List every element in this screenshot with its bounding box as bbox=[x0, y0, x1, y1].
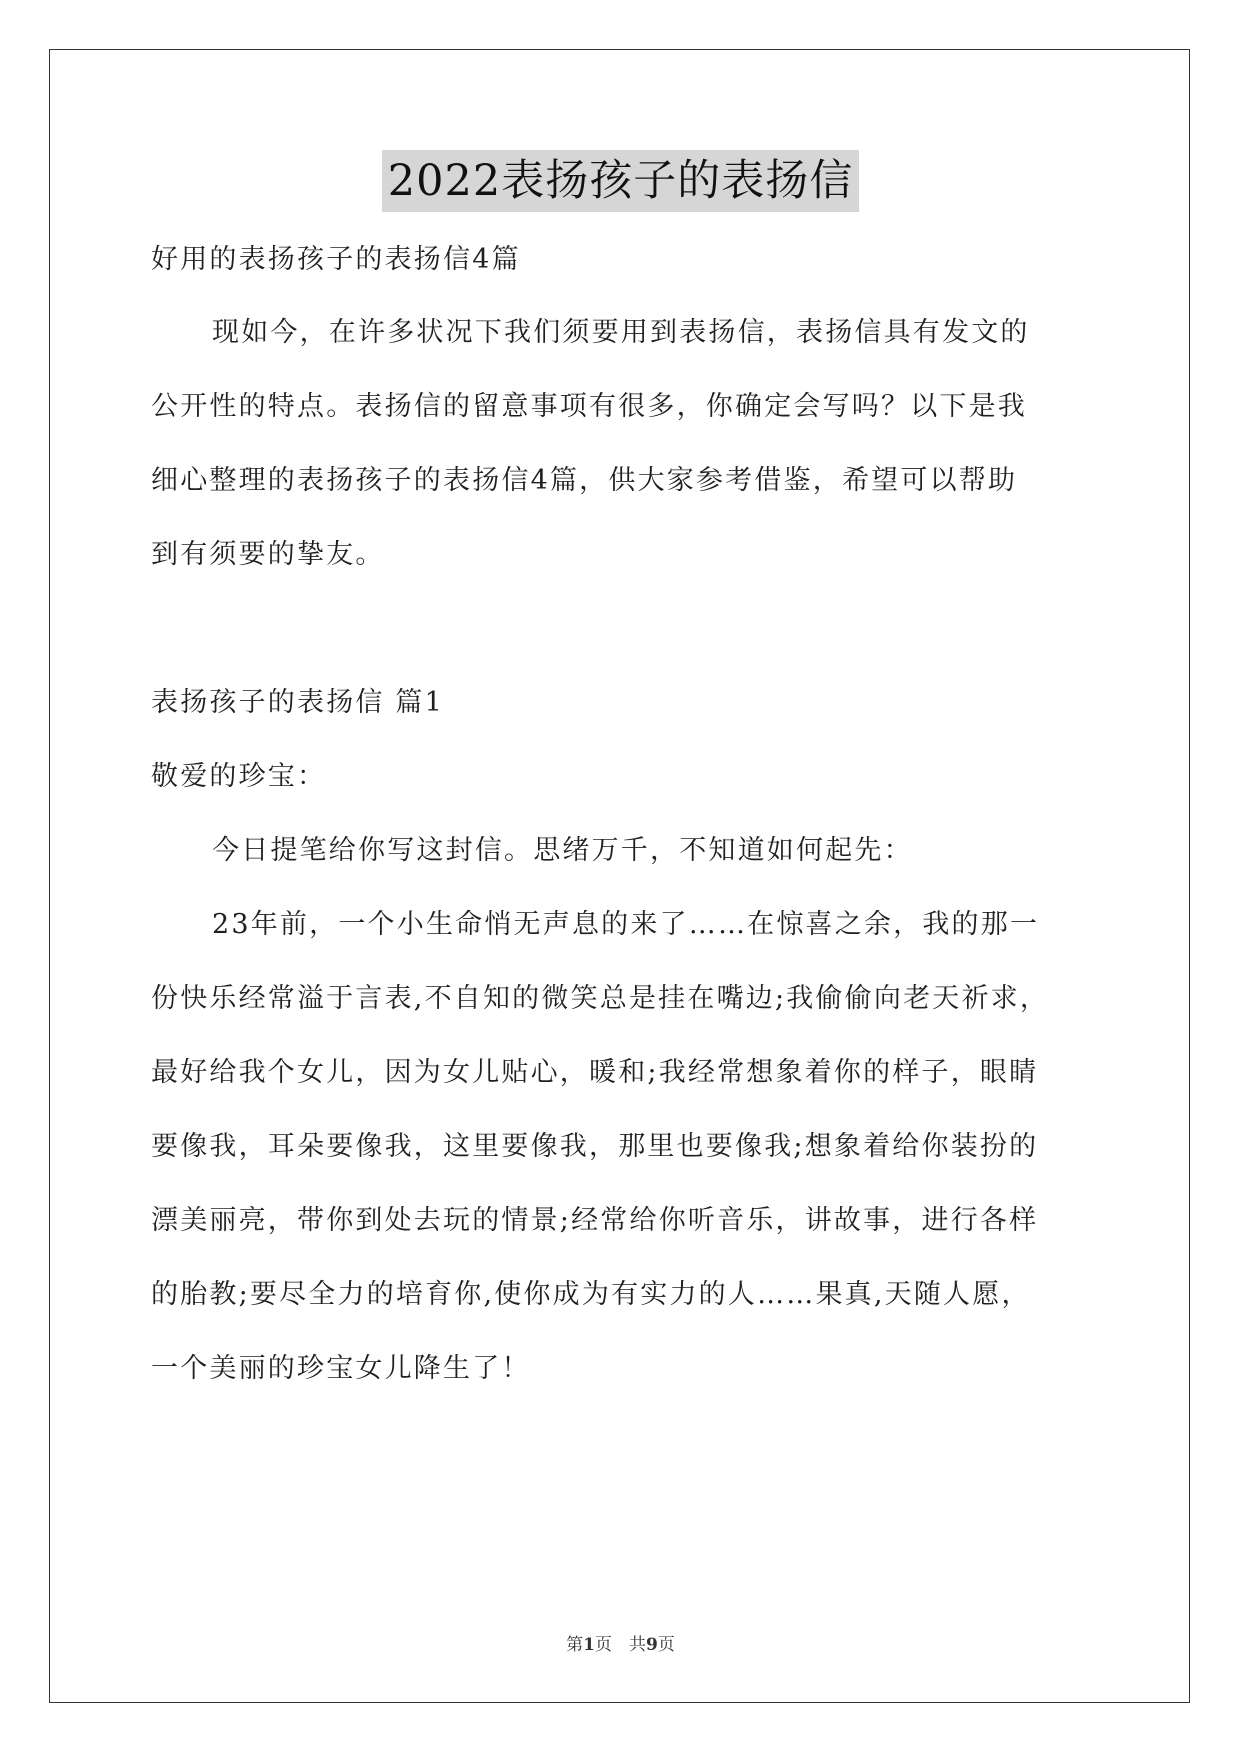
paragraph-1: 今日提笔给你写这封信。思绪万千，不知道如何起先： bbox=[212, 835, 913, 866]
paragraph-2-line-2: 份快乐经常溢于言表,不自知的微笑总是挂在嘴边;我偷偷向老天祈求， bbox=[151, 983, 1050, 1014]
paragraph-2-line-5: 漂美丽亮，带你到处去玩的情景;经常给你听音乐，讲故事，进行各样 bbox=[151, 1205, 1039, 1236]
paragraph-2-line-4: 要像我，耳朵要像我，这里要像我，那里也要像我;想象着给你装扮的 bbox=[151, 1131, 1039, 1162]
footer-prefix: 第 bbox=[566, 1635, 584, 1655]
paragraph-2-line-7: 一个美丽的珍宝女儿降生了！ bbox=[151, 1353, 531, 1384]
section-heading: 表扬孩子的表扬信 篇1 bbox=[151, 687, 444, 718]
intro-line-1: 现如今，在许多状况下我们须要用到表扬信，表扬信具有发文的 bbox=[212, 317, 1030, 348]
paragraph-2-line-3: 最好给我个女儿，因为女儿贴心，暖和;我经常想象着你的样子，眼睛 bbox=[151, 1057, 1039, 1088]
intro-line-2: 公开性的特点。表扬信的留意事项有很多，你确定会写吗？以下是我 bbox=[151, 391, 1027, 422]
paragraph-2-line-6: 的胎教;要尽全力的培育你,使你成为有实力的人……果真,天随人愿， bbox=[151, 1279, 1031, 1310]
intro-line-4: 到有须要的挚友。 bbox=[151, 539, 385, 570]
salutation: 敬爱的珍宝： bbox=[151, 761, 327, 792]
document-subtitle: 好用的表扬孩子的表扬信4篇 bbox=[151, 244, 521, 275]
title-container bbox=[0, 150, 1241, 212]
footer-total-pages: 9 bbox=[646, 1635, 658, 1655]
paragraph-2-line-1: 23年前，一个小生命悄无声息的来了……在惊喜之余，我的那一 bbox=[212, 909, 1040, 940]
page-border bbox=[49, 49, 1190, 1703]
page-footer bbox=[0, 1630, 1241, 1655]
footer-middle: 页 共 bbox=[595, 1635, 646, 1655]
intro-line-3: 细心整理的表扬孩子的表扬信4篇，供大家参考借鉴，希望可以帮助 bbox=[151, 465, 1018, 496]
document-title: 2022表扬孩子的表扬信 bbox=[382, 150, 859, 212]
footer-suffix: 页 bbox=[657, 1635, 675, 1655]
footer-page-number: 1 bbox=[583, 1635, 595, 1655]
